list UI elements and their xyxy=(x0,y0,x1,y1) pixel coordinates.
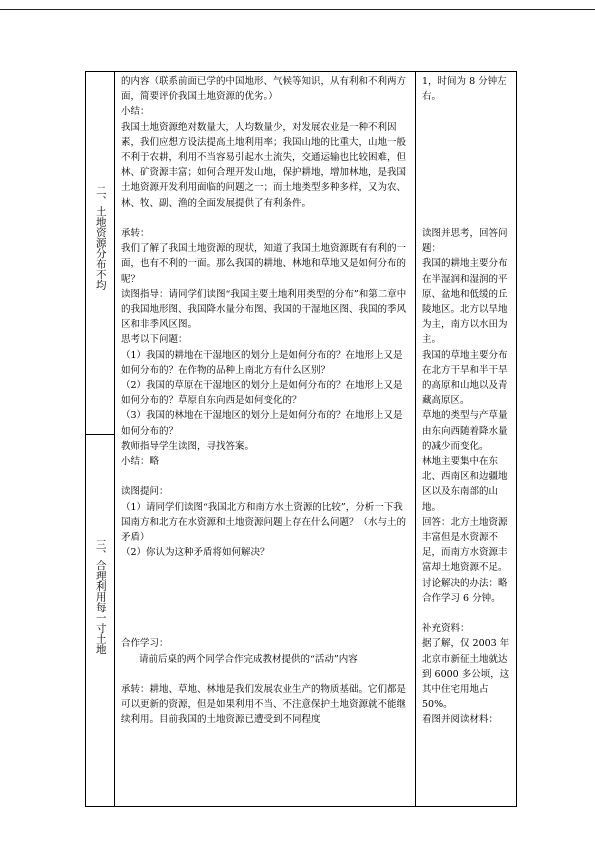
side-line: 据了解，仅 2003 年北京市新征土地就达到 6000 多公顷，这其中住宅用地占 50%。 xyxy=(422,638,510,711)
side-line: 我国的草地主要分布在北方干旱和半干旱的高原和山地以及青藏高原区。 xyxy=(422,349,508,407)
side-line: 看图并阅读材料： xyxy=(422,714,499,726)
side-line: 草地的类型与产草量由东向西随着降水量的减少而变化。 xyxy=(422,410,508,452)
content-line: （2）你认为这种矛盾将如何解决？ xyxy=(121,547,270,559)
side-line: 补充资料： xyxy=(422,623,470,635)
activity-cell xyxy=(416,72,517,807)
side-line: 合作学习 6 分钟。 xyxy=(422,592,501,604)
header-rule xyxy=(0,9,595,10)
content-line: 我们了解了我国土地资源的现状，知道了我国土地资源既有有利的一面，也有不利的一面。那么我国的耕地、林地和草地又是如何分布的呢？ xyxy=(121,243,407,285)
content-line: （1）请同学们读图“我国北方和南方水土资源的比较”，分析一下我国南方和北方在水资源和土地资源问题上存在什么问题？（水与土的矛盾） xyxy=(121,501,407,544)
side-line: 我国的耕地主要分布在半湿润和湿润的平原、盆地和低缓的丘陵地区。北方以旱地为主，南方以水田为主。 xyxy=(422,258,508,346)
transition-heading: 承转： xyxy=(121,228,150,240)
lesson-plan-table xyxy=(85,71,517,807)
section-title-2: 二、土地资源分布不均 xyxy=(94,185,107,290)
side-line: 林地主要集中在东北、西南区和边疆地区以及东南部的山地。 xyxy=(422,455,508,513)
side-line: 1，时间为 8 分钟左右。 xyxy=(422,76,507,103)
side-line: 读图并思考，回答问题： xyxy=(422,227,508,255)
content-line: （3）我国的林地在干湿地区的划分上是如何分布的？在地形上又是如何分布的？ xyxy=(121,410,403,437)
section-title-3: 三、合理利用每一寸土地 xyxy=(94,539,107,655)
content-line: 的内容（联系前面已学的中国地形、气候等知识，从有利和不利两方面，简要评价我国土地资源的优劣。） xyxy=(121,76,407,103)
content-line: 读图提问： xyxy=(121,486,169,498)
side-line: 讨论解决的办法：略 xyxy=(422,577,508,589)
content-line: （2）我国的草原在干湿地区的划分上是如何分布的？在地形上又是如何分布的？草原自东向西是如何变化的？ xyxy=(121,380,403,407)
content-line: 合作学习： xyxy=(121,638,169,650)
content-line: 请前后桌的两个同学合作完成教材提供的“活动”内容 xyxy=(139,653,358,665)
section-cell-3 xyxy=(86,435,115,807)
content-line: 读图指导：请同学们读图“我国主要土地利用类型的分布”和第二章中的我国地形图、我国降水量分布图、我国的干湿地区图、我国的季风区和非季风区图。 xyxy=(121,288,407,331)
content-line: 教师指导学生读图，寻找答案。 xyxy=(121,440,255,452)
summary-heading: 小结： xyxy=(121,106,150,118)
side-line: 回答：北方土地资源丰富但是水资源不足，而南方水资源丰富却土地资源不足。 xyxy=(422,516,508,574)
content-line: 我国土地资源绝对数量大，人均数量少，对发展农业是一种不利因素，我们应想方设法提高土地利用率；我国山地的比重大，山地一般不利于农耕，利用不当容易引起水土流失，交通运输也比较困难，但林、矿资源丰富；如何合理开发山地，保护耕地，增加林地，是我国土地资源开发利用面临的问题之一；而土地类型多种多样，又为农、林、牧、副、渔的全面发展提供了有利条件。 xyxy=(121,121,407,209)
content-line: 思考以下问题： xyxy=(121,334,188,346)
section-cell-2 xyxy=(86,72,115,435)
content-cell xyxy=(115,72,416,807)
content-line: 小结：略 xyxy=(121,456,160,468)
content-line: （1）我国的耕地在干湿地区的划分上是如何分布的？在地形上又是如何分布的？在作物的品种上南北方有什么区别？ xyxy=(121,349,403,376)
content-line: 承转：耕地、草地、林地是我们发展农业生产的物质基础。它们都是可以更新的资源，但是如果利用不当、不注意保护土地资源就不能继续利用。目前我国的土地资源已遭受到不同程度 xyxy=(121,684,407,726)
